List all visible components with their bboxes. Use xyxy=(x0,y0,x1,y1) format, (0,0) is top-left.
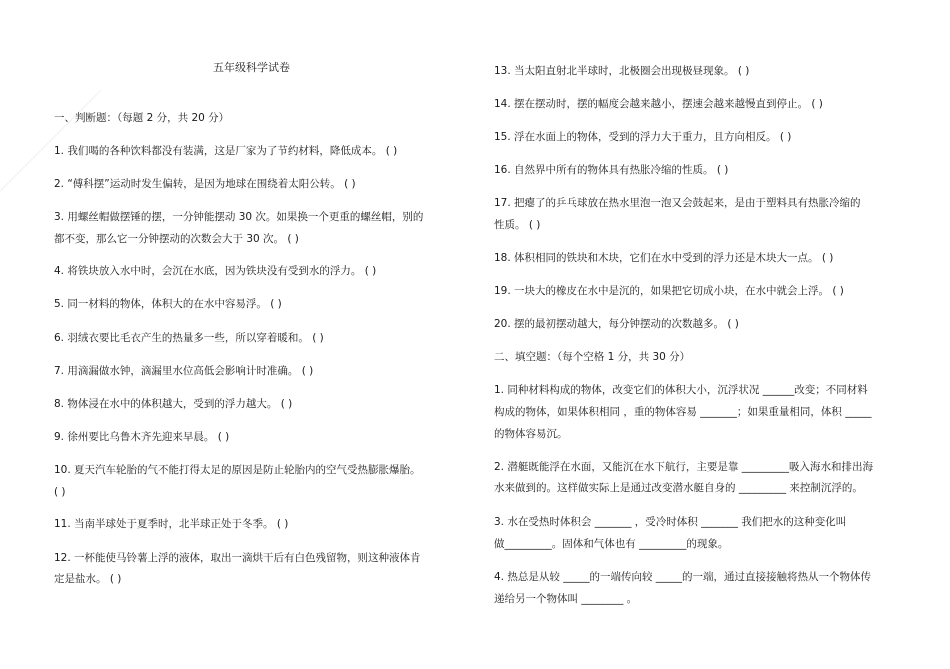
question-6: 6. 羽绒衣要比毛衣产生的热量多一些，所以穿着暖和。 ( ) xyxy=(54,332,324,344)
fill-4-line1: 4. 热总是从较 _____的一端传向较 _____的一端，通过直接接触将热从一个物体传 xyxy=(494,571,872,583)
fill-2-line1: 2. 潜艇既能浮在水面，又能沉在水下航行，主要是靠 _________吸入海水和排出海 xyxy=(494,461,873,473)
question-10-line1: 10. 夏天汽车轮胎的气不能打得太足的原因是防止轮胎内的空气受热膨胀爆胎。 xyxy=(54,464,421,476)
question-5: 5. 同一材料的物体，体积大的在水中容易浮。 ( ) xyxy=(54,298,282,310)
question-12-line1: 12. 一杯能使马铃薯上浮的液体，取出一滴烘干后有白色残留物，则这种液体肯 xyxy=(54,552,421,564)
question-14: 14. 摆在摆动时，摆的幅度会越来越小，摆速会越来越慢直到停止。 ( ) xyxy=(494,98,823,110)
question-17-line1: 17. 把瘪了的乒乓球放在热水里泡一泡又会鼓起来，是由于塑料具有热胀冷缩的 xyxy=(494,197,861,209)
fill-2-line2: 水来做到的。这样做实际上是通过改变潜水艇自身的 _________ 来控制沉浮的。 xyxy=(494,482,863,494)
question-12-line2: 定是盐水。 ( ) xyxy=(54,573,122,585)
fill-1-line3: 的物体容易沉。 xyxy=(494,428,568,440)
fill-1-line2: 构成的物体，如果体积相同 ，重的物体容易 _______；如果重量相同，体积 _____ xyxy=(494,406,872,418)
question-9: 9. 徐州要比乌鲁木齐先迎来早晨。 ( ) xyxy=(54,431,230,443)
question-16: 16. 自然界中所有的物体具有热胀冷缩的性质。 ( ) xyxy=(494,164,729,176)
question-7: 7. 用滴漏做水钟，滴漏里水位高低会影响计时准确。 ( ) xyxy=(54,365,314,377)
section2-header: 二、填空题：（每个空格 1 分，共 30 分） xyxy=(494,351,691,363)
question-11: 11. 当南半球处于夏季时，北半球正处于冬季。 ( ) xyxy=(54,518,289,530)
question-13: 13. 当太阳直射北半球时，北极圈会出现极昼现象。 ( ) xyxy=(494,65,750,77)
section1-header: 一、判断题：（每题 2 分，共 20 分） xyxy=(54,112,230,124)
fill-3-line1: 3. 水在受热时体积会 _______ ，受冷时体积 _______ 我们把水的这种变化叫 xyxy=(494,516,847,528)
page-title: 五年级科学试卷 xyxy=(213,61,290,74)
question-15: 15. 浮在水面上的物体，受到的浮力大于重力，且方向相反。 ( ) xyxy=(494,131,792,143)
fill-1-line1: 1. 同种材料构成的物体，改变它们的体积大小，沉浮状况 ______改变；不同材料 xyxy=(494,384,868,396)
question-17-line2: 性质。 ( ) xyxy=(494,219,541,231)
question-3-line1: 3. 用螺丝帽做摆锤的摆，一分钟能摆动 30 次。如果换一个更重的螺丝帽，别的 xyxy=(54,211,424,223)
question-4: 4. 将铁块放入水中时，会沉在水底，因为铁块没有受到水的浮力。 ( ) xyxy=(54,265,377,277)
question-8: 8. 物体浸在水中的体积越大，受到的浮力越大。 ( ) xyxy=(54,398,293,410)
fill-3-line2: 做_________。固体和气体也有 _________的现象。 xyxy=(494,538,729,550)
question-1: 1. 我们喝的各种饮料都没有装满，这是厂家为了节约材料，降低成本。 ( ) xyxy=(54,145,398,157)
question-20: 20. 摆的最初摆动越大，每分钟摆动的次数越多。 ( ) xyxy=(494,318,739,330)
question-18: 18. 体积相同的铁块和木块，它们在水中受到的浮力还是木块大一点。 ( ) xyxy=(494,252,834,264)
question-19: 19. 一块大的橡皮在水中是沉的，如果把它切成小块，在水中就会上浮。 ( ) xyxy=(494,285,844,297)
question-3-line2: 都不变，那么它一分钟摆动的次数会大于 30 次。 ( ) xyxy=(54,233,299,245)
question-2: 2. “傅科摆”运动时发生偏转，是因为地球在围绕着太阳公转。 ( ) xyxy=(54,178,356,190)
fill-4-line2: 递给另一个物体叫 ________ 。 xyxy=(494,593,638,605)
question-10-line2: ( ) xyxy=(54,486,66,498)
